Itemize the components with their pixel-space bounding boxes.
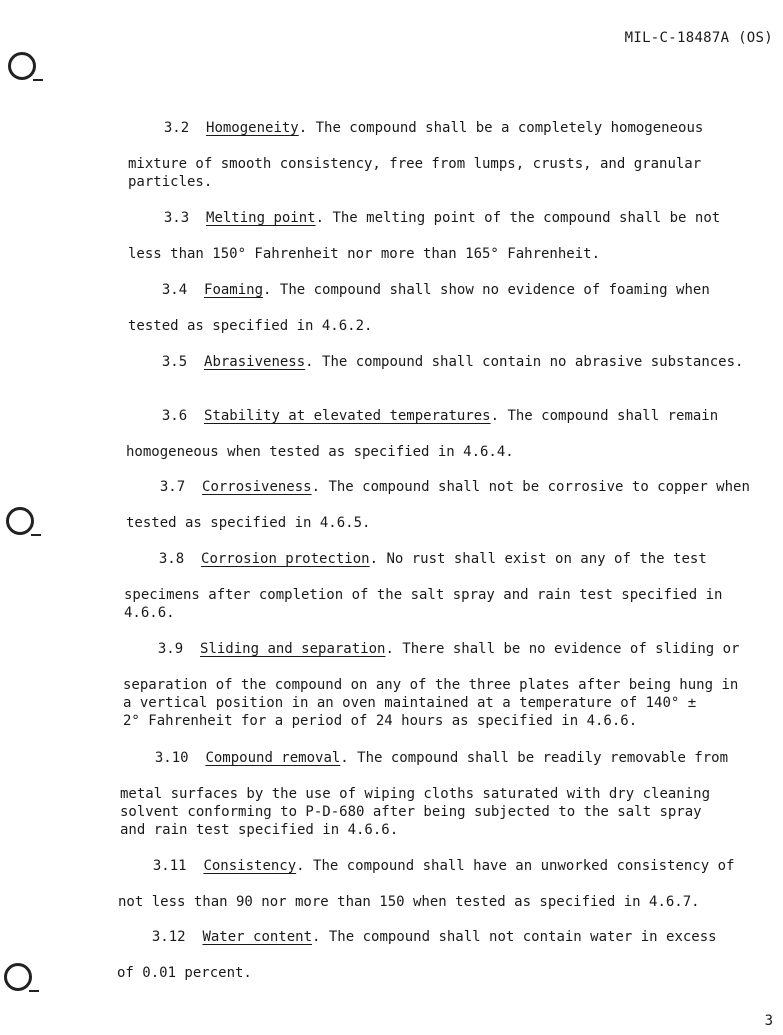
section-text-line1: . There shall be no evidence of sliding or (385, 641, 740, 657)
section-text-rest: mixture of smooth consistency, free from lumps, crusts, and granular particles. (128, 156, 702, 190)
section-heading: Abrasiveness (204, 354, 306, 370)
section-number: 3.9 (157, 641, 184, 657)
page-number: 3 (764, 1013, 773, 1029)
section-number: 3.10 (154, 750, 189, 766)
section-heading: Melting point (206, 210, 316, 226)
section-text-line1: . The melting point of the compound shall be not (315, 210, 721, 226)
section-text-rest: homogeneous when tested as specified in 4.6.4. (126, 444, 514, 460)
binder-hole-icon (4, 963, 32, 991)
section-number: 3.3 (163, 210, 190, 226)
section-text-rest: specimens after completion of the salt spray and rain test specified in 4.6.6. (124, 587, 723, 621)
section-heading: Corrosion protection (201, 551, 370, 567)
section-text-rest: tested as specified in 4.6.2. (128, 318, 373, 334)
section-text-rest: tested as specified in 4.6.5. (126, 515, 371, 531)
section-text-rest: metal surfaces by the use of wiping cloths saturated with dry cleaning solvent conforming to P-D-680 after being subjected to the salt spray and rain test specified in 4.6.6. (120, 786, 711, 838)
section-text-line1: . The compound shall remain (490, 408, 719, 424)
section-number: 3.5 (161, 354, 188, 370)
section-text-rest: of 0.01 percent. (117, 965, 252, 981)
section-3-9 (123, 622, 739, 748)
section-heading: Foaming (204, 282, 264, 298)
section-number: 3.6 (161, 408, 188, 424)
section-text-line1: . The compound shall not contain water in excess (312, 929, 717, 945)
binder-hole-icon (8, 52, 36, 80)
section-text-rest: not less than 90 nor more than 150 when tested as specified in 4.6.7. (118, 894, 700, 910)
section-number: 3.7 (159, 479, 186, 495)
section-heading: Compound removal (205, 750, 341, 766)
section-heading: Sliding and separation (200, 641, 386, 657)
section-number: 3.2 (163, 120, 190, 136)
document-id: MIL-C-18487A (OS) (624, 30, 773, 46)
section-3-12 (117, 910, 717, 1000)
section-text-line1: . The compound shall have an unworked consistency of (296, 858, 735, 874)
section-heading: Homogeneity (206, 120, 299, 136)
section-text-line1: . The compound shall not be corrosive to copper when (311, 479, 750, 495)
section-text-line1: . The compound shall show no evidence of foaming when (263, 282, 710, 298)
section-text-line1: . The compound shall be a completely homogeneous (298, 120, 704, 136)
section-number: 3.8 (158, 551, 185, 567)
section-text-rest: separation of the compound on any of the three plates after being hung in a vertical position in an oven maintained at a temperature of 140° ± 2° Fahrenheit for a period of 24 hours as specified in 4.6.6. (123, 677, 739, 729)
section-3-5 (128, 335, 743, 371)
section-text-line1: . The compound shall be readily removable from (340, 750, 729, 766)
section-text-line1: . The compound shall contain no abrasive substances. (305, 354, 744, 370)
section-number: 3.12 (151, 929, 186, 945)
section-heading: Consistency (203, 858, 297, 874)
section-heading: Corrosiveness (202, 479, 312, 495)
section-heading: Water content (202, 929, 313, 945)
section-heading: Stability at elevated temperatures (204, 408, 491, 424)
section-number: 3.11 (152, 858, 187, 874)
binder-hole-icon (6, 507, 34, 535)
section-number: 3.4 (161, 282, 188, 298)
section-text-rest: less than 150° Fahrenheit nor more than 165° Fahrenheit. (128, 246, 601, 262)
section-text-line1: . No rust shall exist on any of the test (369, 551, 707, 567)
